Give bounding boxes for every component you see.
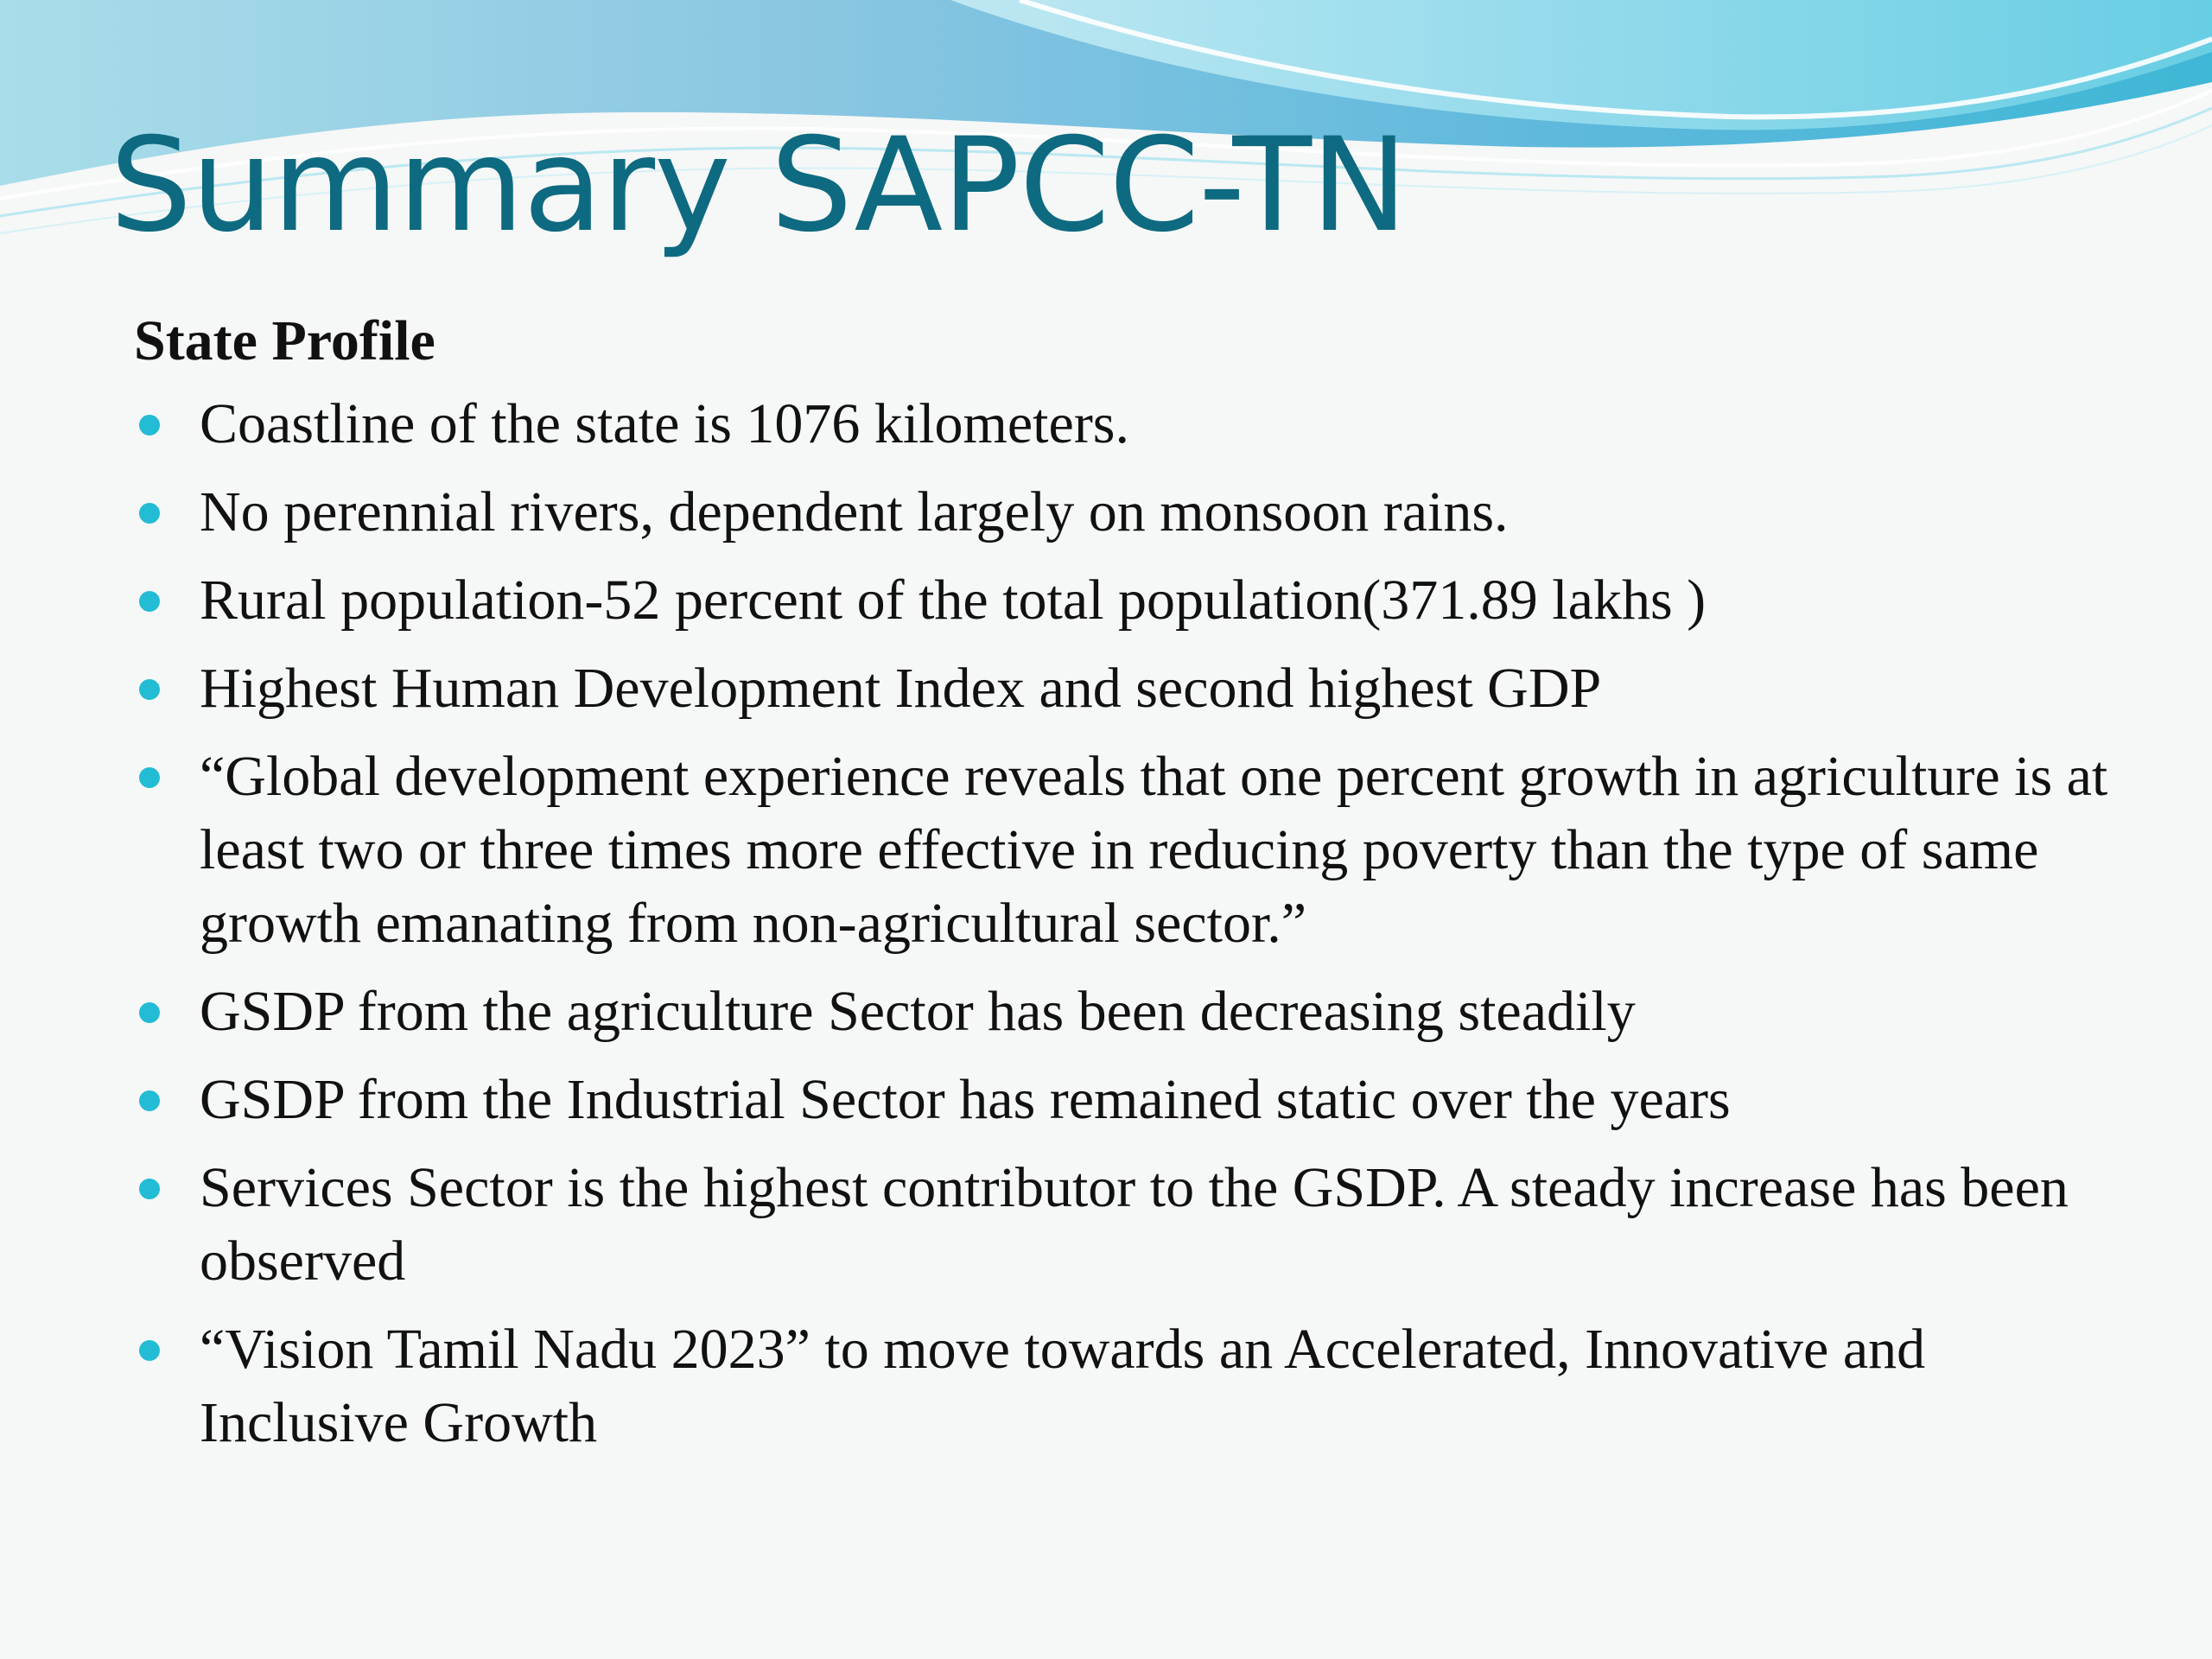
bullet-item xyxy=(134,975,2121,1048)
bullet-text: Rural population-52 percent of the total population(371.89 lakhs ) xyxy=(200,569,1707,632)
bullet-marker-icon xyxy=(139,1179,160,1199)
bullet-marker-icon xyxy=(139,767,160,788)
bullet-marker-icon xyxy=(139,679,160,700)
content-area xyxy=(134,304,2121,1474)
bullet-item xyxy=(134,1063,2121,1136)
bullet-text: Coastline of the state is 1076 kilometers. xyxy=(200,392,1129,455)
bullet-marker-icon xyxy=(139,503,160,524)
bullet-text: GSDP from the Industrial Sector has remained static over the years xyxy=(200,1068,1731,1131)
bullet-text: “Global development experience reveals that one percent growth in agriculture is at least two or three times more effective in reducing poverty than the type of same growth emanating from non-agricultural sector.” xyxy=(200,745,2108,955)
bullet-marker-icon xyxy=(139,415,160,435)
bullet-text: Services Sector is the highest contributor to the GSDP. A steady increase has been observed xyxy=(200,1156,2069,1293)
bullet-marker-icon xyxy=(139,1002,160,1023)
bullet-marker-icon xyxy=(139,591,160,612)
bullet-item xyxy=(134,387,2121,461)
bullet-item xyxy=(134,652,2121,725)
bullet-marker-icon xyxy=(139,1340,160,1361)
slide-title: Summary SAPCC-TN xyxy=(110,111,1408,261)
bullet-text: No perennial rivers, dependent largely on monsoon rains. xyxy=(200,480,1509,543)
bullet-list xyxy=(134,387,2121,1459)
bullet-item xyxy=(134,563,2121,637)
bullet-item xyxy=(134,475,2121,549)
bullet-text: GSDP from the agriculture Sector has been decreasing steadily xyxy=(200,980,1636,1043)
bullet-item xyxy=(134,1313,2121,1459)
bullet-item xyxy=(134,740,2121,960)
bullet-text: Highest Human Development Index and second highest GDP xyxy=(200,657,1602,720)
bullet-marker-icon xyxy=(139,1090,160,1111)
section-heading: State Profile xyxy=(134,309,435,372)
bullet-text: “Vision Tamil Nadu 2023” to move towards an Accelerated, Innovative and Inclusive Growth xyxy=(200,1318,1926,1454)
bullet-item xyxy=(134,1151,2121,1298)
